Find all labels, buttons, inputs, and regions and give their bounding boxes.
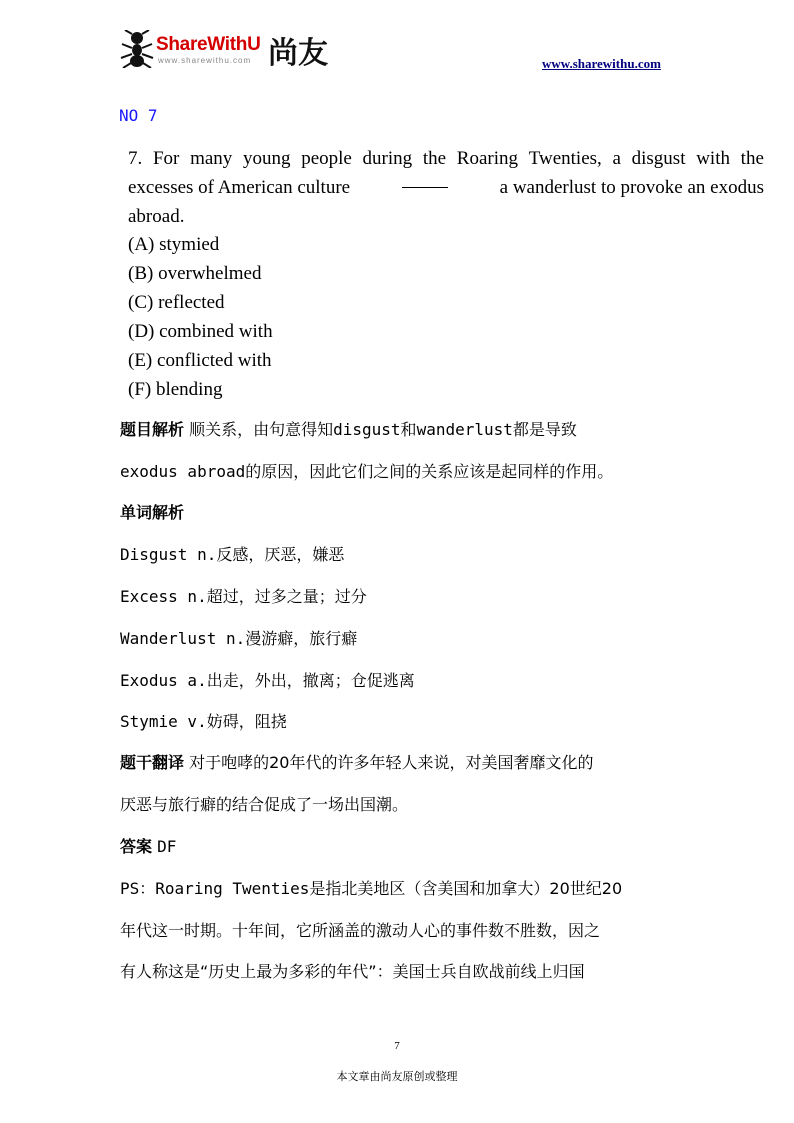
analysis-text: 顺关系，由句意得知 — [184, 420, 334, 439]
analysis-line-1 — [120, 417, 680, 440]
ant-logo-icon — [120, 30, 154, 68]
ps-line-2: 年代这一时期。十年间，它所涵盖的激动人心的事件数不胜数，因之 — [120, 921, 601, 940]
answer-options — [128, 230, 273, 404]
word: 7. — [128, 148, 143, 169]
vocab-word: Disgust n. — [120, 545, 217, 564]
ps-line-1 — [120, 876, 680, 899]
vocab-meaning: 反感，厌恶，嫌恶 — [216, 545, 345, 564]
vocab-item — [120, 668, 680, 691]
question-line-2 — [128, 173, 764, 202]
option-b: (B) overwhelmed — [128, 263, 262, 284]
word: a — [612, 148, 621, 169]
question-line-3: abroad. — [128, 206, 185, 227]
answer-heading: 答案 — [120, 837, 153, 856]
answer-line — [120, 834, 680, 857]
analysis-line-2 — [120, 459, 680, 482]
word: with — [696, 148, 730, 169]
analysis-term: disgust — [333, 420, 401, 439]
question-line-2-start: excesses of American culture — [128, 177, 351, 198]
analysis-term: exodus abroad — [120, 462, 246, 481]
page-number: 7 — [394, 1040, 400, 1052]
vocab-item — [120, 584, 680, 607]
option-a: (A) stymied — [128, 234, 220, 255]
word: young — [242, 148, 291, 169]
vocab-meaning: 出走，外出，撤离；仓促逃离 — [206, 671, 415, 690]
translation-line-1 — [120, 750, 680, 773]
logo-subtext: www.sharewithu.com — [158, 56, 252, 65]
logo-text: ShareWithU — [156, 34, 261, 55]
vocab-meaning: 妨碍，阻挠 — [206, 712, 287, 731]
translation-line-2: 厌恶与旅行癖的结合促成了一场出国潮。 — [120, 795, 409, 814]
word: the — [422, 148, 447, 169]
option-c: (C) reflected — [128, 292, 225, 313]
page-header — [0, 0, 794, 80]
word: the — [740, 148, 764, 169]
word: many — [190, 148, 233, 169]
translation-heading: 题干翻译 — [120, 753, 185, 772]
question-text — [128, 144, 764, 231]
analysis-term: wanderlust — [416, 420, 513, 439]
word: For — [152, 148, 180, 169]
translation-text: 对于咆哮的20年代的许多年轻人来说，对美国奢靡文化的 — [184, 753, 594, 772]
vocab-meaning: 漫游癖，旅行癖 — [245, 629, 358, 648]
ps-label: PS： — [120, 879, 156, 898]
analysis-text: 和 — [400, 420, 417, 439]
vocab-word: Excess n. — [120, 587, 207, 606]
vocab-item — [120, 542, 680, 565]
vocab-item — [120, 709, 680, 732]
vocab-word: Stymie v. — [120, 712, 207, 731]
analysis-text: 的原因，因此它们之间的关系应该是起同样的作用。 — [245, 462, 614, 481]
word: Roaring — [456, 148, 518, 169]
vocab-item — [120, 626, 680, 649]
analysis-heading: 题目解析 — [120, 420, 185, 439]
option-d: (D) combined with — [128, 321, 273, 342]
word: during — [362, 148, 413, 169]
question-number: NO 7 — [119, 106, 158, 125]
word: Twenties, — [528, 148, 602, 169]
logo-chinese: 尚友 — [268, 36, 328, 71]
footer-note: 本文章由尚友原创或整理 — [336, 1070, 458, 1083]
answer-value: DF — [157, 837, 177, 856]
ps-line-3: 有人称这是“历史上最为多彩的年代”：美国士兵自欧战前线上归国 — [120, 962, 585, 981]
vocab-heading: 单词解析 — [120, 503, 185, 522]
site-link[interactable]: www.sharewithu.com — [542, 56, 661, 71]
option-e: (E) conflicted with — [128, 350, 272, 371]
word: people — [301, 148, 352, 169]
ps-term: Roaring Twenties — [155, 879, 310, 898]
option-f: (F) blending — [128, 379, 223, 400]
ps-text: 是指北美地区（含美国和加拿大）20世纪20 — [309, 879, 623, 898]
vocab-meaning: 超过，过多之量；过分 — [206, 587, 367, 606]
vocab-word: Exodus a. — [120, 671, 207, 690]
vocab-word: Wanderlust n. — [120, 629, 246, 648]
question-line-1 — [128, 144, 764, 173]
question-line-2-end: a wanderlust to provoke an exodus — [499, 177, 764, 198]
answer-blank — [402, 173, 448, 188]
word: disgust — [631, 148, 686, 169]
analysis-text: 都是导致 — [512, 420, 577, 439]
